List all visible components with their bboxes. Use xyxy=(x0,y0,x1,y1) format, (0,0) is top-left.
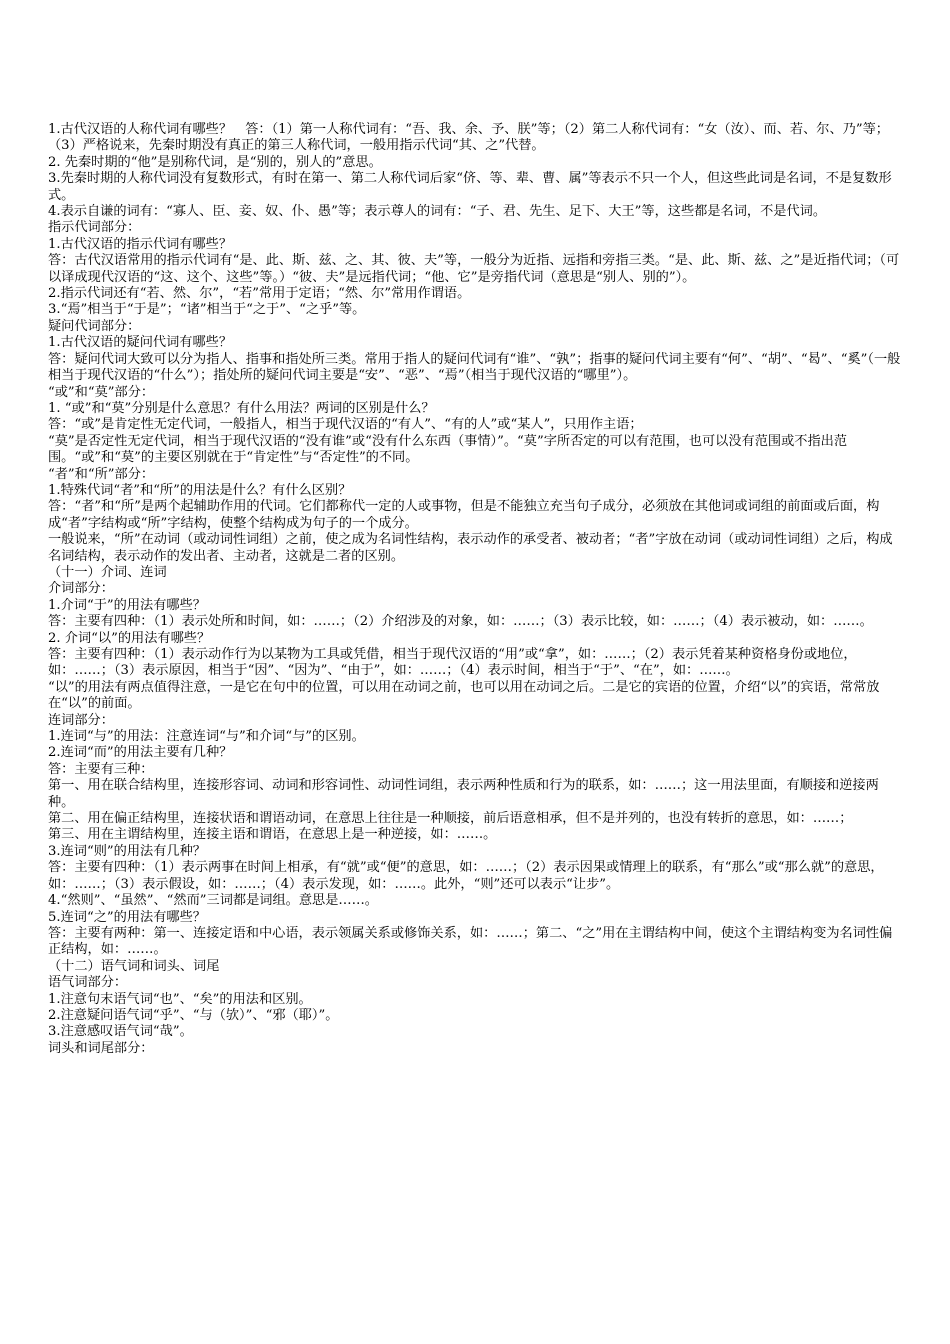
text-line: 介词部分： xyxy=(48,581,114,597)
text-line: 2.连词“而”的用法主要有几种？ xyxy=(48,745,233,761)
text-line: 指示代词部分： xyxy=(48,220,141,236)
text-line: 第一、用在联合结构里，连接形容词、动词和形容词性、动词性词组，表示两种性质和行为的联系，如：……；这一用法里面，有顺接和逆接两种。 xyxy=(48,778,879,810)
text-line: 4.表示自谦的词有：“寡人、臣、妾、奴、仆、愚”等；表示尊人的词有：“子、君、先生、足下、大王”等，这些都是名词，不是代词。 xyxy=(48,204,827,220)
text-line: 连词部分： xyxy=(48,712,114,728)
text-line: 答：主要有四种：（1）表示处所和时间，如：……；（2）介绍涉及的对象，如：……；（3）表示比较，如：……；（4）表示被动，如：……。 xyxy=(48,614,873,630)
text-line: 疑问代词部分： xyxy=(48,318,141,334)
text-line: 1. “或”和“莫”分别是什么意思？有什么用法？两词的区别是什么？ xyxy=(48,400,435,416)
text-line: （十一）介词、连词 xyxy=(48,564,167,580)
text-line: 答：“或”是肯定性无定代词，一般指人，相当于现代汉语的“有人”、“有的人”或“某人”，只用作主语； xyxy=(48,417,643,433)
text-line: 4.“然则”、“虽然”、“然而”三词都是词组。意思是……。 xyxy=(48,893,378,909)
text-line: 一般说来，“所”在动词（或动词性词组）之前，使之成为名词性结构，表示动作的承受者、被动者；“者”字放在动词（或动词性词组）之后，构成名词结构，表示动作的发出者、主动者，这就是二者的区别。 xyxy=(48,532,893,564)
text-line: “以”的用法有两点值得注意，一是它在句中的位置，可以用在动词之前，也可以用在动词之后。二是它的宾语的位置，介绍“以”的宾语，常常放在“以”的前面。 xyxy=(48,679,880,712)
text-line: 3.先秦时期的人称代词没有复数形式，有时在第一、第二人称代词后家“侪、等、辈、曹、属”等表示不只一个人，但这些此词是名词，不是复数形式。 xyxy=(48,171,892,203)
text-line: 2. 先秦时期的“他”是别称代词，是“别的，别人的”意思。 xyxy=(48,154,382,170)
text-line: 答：疑问代词大致可以分为指人、指事和指处所三类。常用于指人的疑问代词有“谁”、“孰”；指事的疑问代词主要有“何”、“胡”、“曷”、“奚”（一般相当于现代汉语的“什么”）；指处所的疑问代词主要是“安”、“恶”、“焉”（相当于现代汉语的“哪里”）。 xyxy=(48,351,901,384)
text-body xyxy=(48,122,902,1057)
text-line: 答：主要有两种：第一、连接定语和中心语，表示领属关系或修饰关系，如：……；第二、“之”用在主谓结构中间，使这个主谓结构变为名词性偏正结构，如：……。 xyxy=(48,925,893,958)
text-line: 1.古代汉语的指示代词有哪些？ xyxy=(48,236,233,252)
text-line: 语气词部分： xyxy=(48,975,128,991)
text-line: 2. 介词“以”的用法有哪些？ xyxy=(48,630,211,646)
text-line: 2.指示代词还有“若、然、尔”，“若”常用于定语；“然、尔”常用作谓语。 xyxy=(48,286,471,302)
text-line: 3.“焉”相当于“于是”；“诸”相当于“之于”、“之乎”等。 xyxy=(48,302,366,318)
text-line: 1.介词“于”的用法有哪些？ xyxy=(48,597,206,613)
text-line: 1.注意句末语气词“也”、“矣”的用法和区别。 xyxy=(48,991,312,1007)
text-line: “者”和“所”部分： xyxy=(48,466,155,482)
text-line: 3.连词“则”的用法有几种？ xyxy=(48,843,206,859)
text-line: 1.古代汉语的人称代词有哪些？ 答：（1）第一人称代词有：“吾、我、余、予、朕”等；（2）第二人称代词有：“女（汝）、而、若、尔、乃”等；（3）严格说来，先秦时期没有真正的第三人称代词，一般用指示代词“其、之”代替。 xyxy=(48,122,889,154)
text-line: （十二）语气词和词头、词尾 xyxy=(48,958,220,974)
text-line: 5.连词“之”的用法有哪些？ xyxy=(48,909,206,925)
text-line: 1.特殊代词“者”和“所”的用法是什么？有什么区别？ xyxy=(48,482,352,498)
text-line: 1.古代汉语的疑问代词有哪些？ xyxy=(48,335,233,351)
text-line: 第三、用在主谓结构里，连接主语和谓语，在意思上是一种逆接，如：……。 xyxy=(48,827,497,843)
text-line: “莫”是否定性无定代词，相当于现代汉语的“没有谁”或“没有什么东西（事情）”。“莫”字所否定的可以有范围，也可以没有范围或不指出范围。“或”和“莫”的主要区别就在于“肯定性”与“否定性”的不同。 xyxy=(48,433,848,466)
text-line: 2.注意疑问语气词“乎”、“与（欤）”、“邪（耶）”。 xyxy=(48,1007,339,1023)
text-line: 答：主要有三种： xyxy=(48,761,154,777)
text-line: 词头和词尾部分： xyxy=(48,1040,154,1056)
text-line: 1.连词“与”的用法：注意连词“与”和介词“与”的区别。 xyxy=(48,729,365,745)
text-line: 答：“者”和“所”是两个起辅助作用的代词。它们都称代一定的人或事物，但是不能独立充当句子成分，必须放在其他词或词组的前面或后面，构成“者”字结构或“所”字结构，使整个结构成为句子的一个成分。 xyxy=(48,499,880,531)
text-line: 3.注意感叹语气词“哉”。 xyxy=(48,1024,193,1040)
text-line: 答：主要有四种：（1）表示两事在时间上相承，有“就”或“便”的意思，如：……；（2）表示因果或情理上的联系，有“那么”或“那么就”的意思，如：……；（3）表示假设，如：……；（4）表示发现，如：……。此外，“则”还可以表示“让步”。 xyxy=(48,860,884,892)
text-line: 第二、用在偏正结构里，连接状语和谓语动词，在意思上往往是一种顺接，前后语意相承，但不是并列的，也没有转折的意思，如：……； xyxy=(48,811,853,827)
text-line: “或”和“莫”部分： xyxy=(48,384,155,400)
text-line: 答：古代汉语常用的指示代词有“是、此、斯、兹、之、其、彼、夫”等，一般分为近指、远指和旁指三类。“是、此、斯、兹、之”是近指代词；（可以译成现代汉语的“这、这个、这些”等。）“彼、夫”是远指代词；“他、它”是旁指代词（意思是“别人、别的”）。 xyxy=(48,253,900,285)
text-line: 答：主要有四种：（1）表示动作行为以某物为工具或凭借，相当于现代汉语的“用”或“拿”，如：……；（2）表示凭着某种资格身份或地位，如：……；（3）表示原因，相当于“因”、“因为”、“由于”，如：……；（4）表示时间，相当于“于”、“在”，如：……。 xyxy=(48,647,857,679)
